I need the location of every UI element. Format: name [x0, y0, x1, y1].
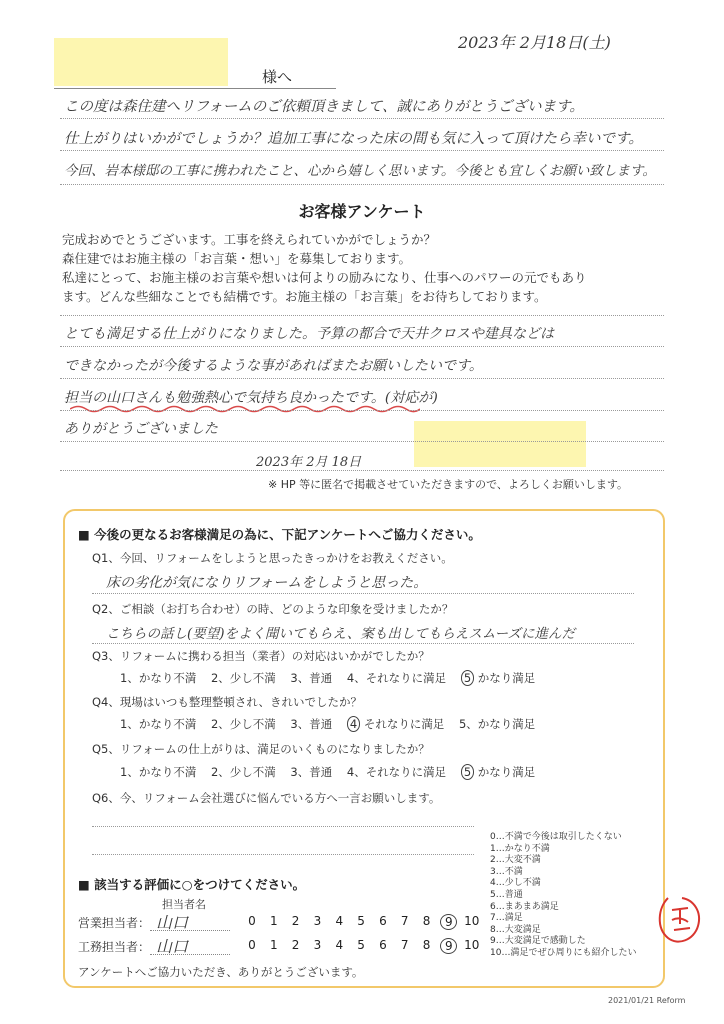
q2-label: Q2、ご相談（お打ち合わせ）の時、どのような印象を受けましたか？: [92, 602, 454, 616]
addressee-suffix: 様へ: [262, 68, 293, 86]
option[interactable]: 2、少し不満: [210, 671, 276, 685]
score-option[interactable]: 6: [379, 914, 387, 928]
addressee-rule: [54, 88, 336, 89]
score-option[interactable]: 10: [464, 938, 480, 952]
comment-line: 担当の山口さんも勉強熱心で気持ち良かったです。(対応が): [64, 390, 438, 406]
q3-label: Q3、リフォームに携わる担当（業者）の対応はいかがでしたか？: [92, 649, 430, 663]
option[interactable]: 2、少し不満: [210, 765, 276, 779]
thanks-text: アンケートへご協力いただき、ありがとうございます。: [78, 965, 364, 979]
handwritten-date: 2023年 2月18日(土): [458, 33, 611, 52]
option[interactable]: 4、それなりに満足: [346, 765, 447, 779]
score-option[interactable]: 6: [379, 938, 387, 952]
evaluation-heading: ■ 該当する評価に○をつけてください。: [78, 877, 306, 892]
option-selected[interactable]: 4 それなりに満足: [347, 717, 444, 731]
score-option[interactable]: 2: [291, 938, 300, 952]
anonymous-note: ※ HP 等に匿名で掲載させていただきますので、よろしくお願いします。: [268, 478, 629, 491]
score-option[interactable]: 10: [464, 914, 480, 928]
score-scale: [246, 914, 486, 932]
q6-label: Q6、今、リフォーム会社選びに悩んでいる方へ一言お願いします。: [92, 791, 441, 805]
option[interactable]: 2、少し不満: [210, 717, 276, 731]
option[interactable]: 1、かなり不満: [120, 717, 197, 731]
comment-date: 2023年 2月 18日: [256, 455, 362, 470]
option[interactable]: 1、かなり不満: [120, 765, 197, 779]
q4-options: [120, 716, 535, 732]
intro-line: 完成おめでとうございます。工事を終えられていかがでしょうか？: [62, 232, 437, 247]
inspection-stamp: [654, 890, 704, 950]
greeting-line: 今回、岩本様邸の工事に携われたこと、心から嬉しく思います。今後とも宜しくお願い致します。: [64, 163, 656, 179]
role-label: 営業担当者：: [78, 916, 151, 930]
greeting-line: 仕上がりはいかがでしょうか？追加工事になった床の間も気に入って頂けたら幸いです。: [64, 131, 643, 147]
intro-line: 私達にとって、お施主様のお言葉や想いは何よりの励みになり、仕事へのパワーの元でもあり: [62, 270, 587, 285]
red-wavy-underline: [70, 404, 420, 414]
score-option[interactable]: 0: [248, 914, 256, 928]
q2-answer: こちらの話し(要望)をよく聞いてもらえ、案も出してもらえスムーズに進んだ: [106, 626, 575, 642]
rating-legend: 0…不満で今後は取引したくない 1…かなり不満 2…大変不満 3…不満 4…少し不満 5…普通 6…まあまあ満足 7…満足 8…大変満足 9…大変満足で感動した 10…満足でぜひ周りにも紹介したい: [490, 832, 637, 958]
redacted-signature: [414, 421, 586, 467]
option[interactable]: 3、普通: [290, 717, 333, 731]
q1-answer: 床の劣化が気になりリフォームをしようと思った。: [106, 575, 428, 591]
greeting-line: この度は森住建へリフォームのご依頼頂きまして、誠にありがとうございます。: [64, 99, 584, 115]
form-version: 2021/01/21 Reform: [608, 996, 686, 1005]
score-option[interactable]: 7: [400, 914, 409, 928]
q3-options: [120, 670, 535, 686]
score-option[interactable]: 5: [357, 914, 365, 928]
score-option[interactable]: 4: [335, 938, 344, 952]
comment-line: とても満足する仕上がりになりました。予算の都合で天井クロスや建具などは: [64, 326, 554, 342]
score-option-selected[interactable]: 9: [440, 914, 457, 930]
score-option[interactable]: 2: [291, 914, 300, 928]
q1-label: Q1、今回、リフォームをしようと思ったきっかけをお教えください。: [92, 551, 453, 565]
option[interactable]: 3、普通: [290, 671, 333, 685]
score-option[interactable]: 1: [269, 914, 278, 928]
option[interactable]: 5、かなり満足: [458, 717, 536, 731]
intro-line: ます。どんな些細なことでも結構です。お施主様の「お言葉」をお待ちしております。: [62, 289, 547, 304]
score-option-selected[interactable]: 9: [440, 938, 457, 954]
option-selected[interactable]: 5 かなり満足: [461, 671, 535, 685]
score-option[interactable]: 8: [422, 914, 431, 928]
eval-row-sales: [78, 912, 488, 932]
q5-options: [120, 764, 535, 780]
intro-line: 森住建ではお施主様の「お言葉・想い」を募集しております。: [62, 251, 412, 266]
comment-line: できなかったが今後するような事があればまたお願いしたいです。: [64, 358, 483, 374]
comment-line: ありがとうございました: [64, 421, 218, 437]
option[interactable]: 1、かなり不満: [120, 671, 197, 685]
score-option[interactable]: 7: [400, 938, 409, 952]
option[interactable]: 3、普通: [290, 765, 333, 779]
role-label: 工務担当者：: [78, 940, 151, 954]
q4-label: Q4、現場はいつも整理整頓され、きれいでしたか？: [92, 695, 363, 709]
score-option[interactable]: 4: [335, 914, 344, 928]
eval-row-construction: [78, 936, 488, 956]
score-option[interactable]: 8: [422, 938, 431, 952]
staff-name: 山口: [156, 913, 189, 932]
q6-answer-line[interactable]: [92, 826, 474, 827]
questionnaire-heading: ■ 今後の更なるお客様満足の為に、下記アンケートへご協力ください。: [78, 527, 481, 542]
score-option[interactable]: 0: [248, 938, 256, 952]
staff-name: 山口: [156, 937, 189, 956]
q5-label: Q5、リフォームの仕上がりは、満足のいくものになりましたか？: [92, 742, 430, 756]
option-selected[interactable]: 5 かなり満足: [461, 765, 535, 779]
staff-name-header: 担当者名: [162, 898, 206, 911]
score-option[interactable]: 5: [357, 938, 365, 952]
score-option[interactable]: 3: [313, 938, 322, 952]
q6-answer-line[interactable]: [92, 854, 474, 855]
score-scale: [246, 938, 486, 956]
survey-title: お客様アンケート: [298, 202, 426, 221]
redacted-customer-name: [54, 38, 228, 86]
option[interactable]: 4、それなりに満足: [346, 671, 447, 685]
score-option[interactable]: 1: [269, 938, 278, 952]
score-option[interactable]: 3: [313, 914, 322, 928]
